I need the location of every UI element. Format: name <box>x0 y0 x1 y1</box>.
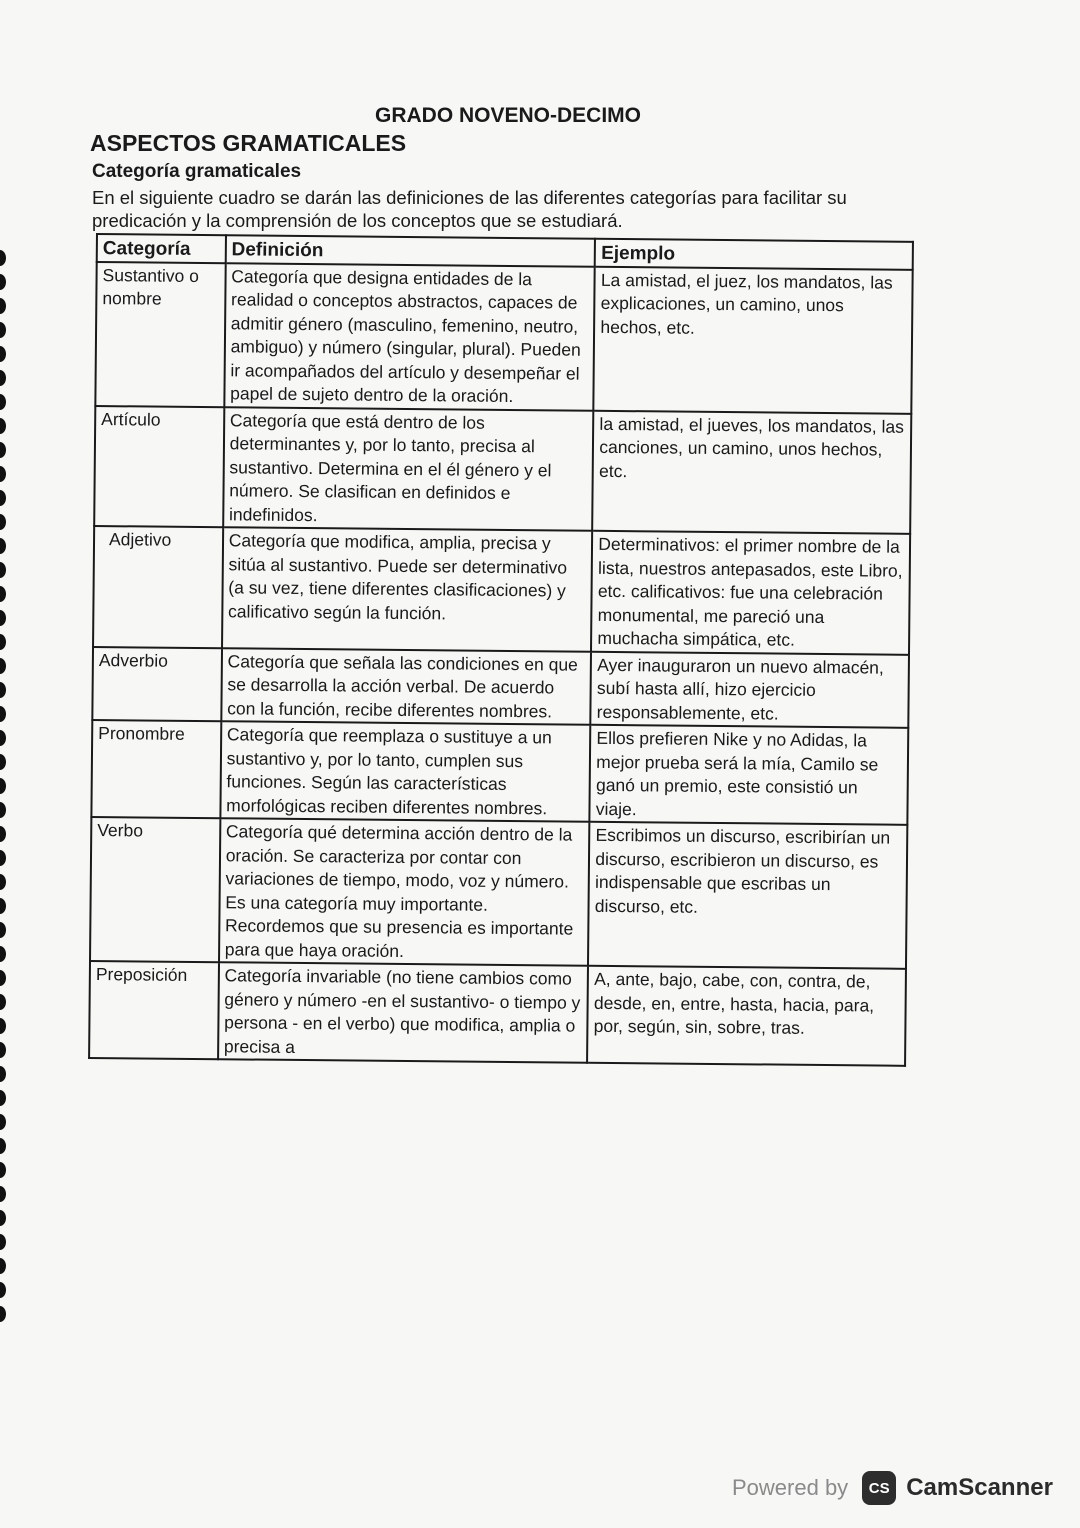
category-cell: Artículo <box>94 406 224 528</box>
table-row <box>91 720 908 825</box>
category-cell: Adjetivo <box>93 526 223 648</box>
category-cell: Preposición <box>89 961 219 1059</box>
camscanner-logo-icon: CS <box>862 1471 896 1505</box>
page-title: GRADO NOVENO-DECIMO <box>374 104 641 127</box>
example-cell: la amistad, el jueves, los mandatos, las canciones, un camino, unos hechos, etc. <box>592 410 911 534</box>
example-cell: Determinativos: el primer nombre de la lista, nuestros antepasados, este Libro, etc. calificativos: fue una celebración monumental, me pareció una muchacha simpática, etc. <box>591 531 910 655</box>
example-cell: Ellos prefieren Nike y no Adidas, la mejor prueba será la mía, Camilo se ganó un premio, este consistió un viaje. <box>590 725 909 825</box>
definition-cell: Categoría qué determina acción dentro de la oración. Se caracteriza por contar con variaciones de tiempo, modo, voz y número. Es una categoría muy importante. Recordemos que su presencia es importante para que haya oración. <box>219 818 590 966</box>
definition-cell: Categoría que está dentro de los determinantes y, por lo tanto, precisa al sustantivo. Determina en el él género y el número. Se clasifican en definidos e indefinidos. <box>223 407 594 531</box>
example-cell: Ayer inauguraron un nuevo almacén, subí hasta allí, hizo ejercicio responsablemente, etc. <box>591 651 909 728</box>
intro-paragraph: En el siguiente cuadro se darán las definiciones de las diferentes categorías para facilitar su predicación y la comprensión de los conceptos que se estudiará. <box>92 187 847 231</box>
subheading: Categoría gramaticales <box>92 161 302 182</box>
example-cell: La amistad, el juez, los mandatos, las explicaciones, un camino, unos hechos, etc. <box>594 266 913 413</box>
spiral-binding <box>0 250 8 1330</box>
section-heading: ASPECTOS GRAMATICALES <box>90 130 407 156</box>
example-cell: Escribimos un discurso, escribirían un discurso, escribieron un discurso, es indispensable que escribas un discurso, etc. <box>588 822 907 969</box>
example-cell: A, ante, bajo, cabe, con, contra, de, desde, en, entre, hasta, hacia, para, por, según, sin, sobre, tras. <box>587 966 906 1066</box>
header-example: Ejemplo <box>595 239 913 270</box>
category-cell: Verbo <box>90 817 220 962</box>
definition-cell: Categoría que señala las condiciones en que se desarrolla la acción verbal. De acuerdo con la función, recibe diferentes nombres. <box>221 648 591 725</box>
camscanner-brand-text: CamScanner <box>906 1474 1053 1501</box>
category-cell: Adverbio <box>92 646 221 721</box>
camscanner-watermark <box>732 1466 1053 1510</box>
table-row <box>94 406 911 534</box>
category-cell: Pronombre <box>91 720 221 818</box>
definition-cell: Categoría que modifica, amplia, precisa y sitúa al sustantivo. Puede ser determinativo (a su vez, tiene diferentes clasificaciones) y calificativo según la función. <box>222 527 593 651</box>
category-cell: Sustantivo o nombre <box>95 262 225 407</box>
header-definition: Definición <box>225 235 595 266</box>
table-row <box>93 526 910 654</box>
header-category: Categoría <box>97 234 226 263</box>
definition-cell: Categoría que designa entidades de la realidad o conceptos abstractos, capaces de admitir género (masculino, femenino, neutro, ambiguo) y número (singular, plural). Pueden ir acompañados del artículo y desempeñar el papel de sujeto dentro de la oración. <box>224 263 595 411</box>
table-row <box>89 961 906 1066</box>
table-row <box>95 262 912 414</box>
powered-by-text: Powered by <box>732 1475 849 1500</box>
definition-cell: Categoría que reemplaza o sustituye a un sustantivo y, por lo tanto, cumplen sus funciones. Según las características morfológicas reciben diferentes nombres. <box>220 721 590 822</box>
table-row <box>90 817 907 969</box>
table-row <box>92 646 909 727</box>
grammar-categories-table <box>88 233 914 1067</box>
definition-cell: Categoría invariable (no tiene cambios como género y número -en el sustantivo- o tiempo y persona - en el verbo) que modifica, amplia o precisa a <box>218 962 588 1063</box>
